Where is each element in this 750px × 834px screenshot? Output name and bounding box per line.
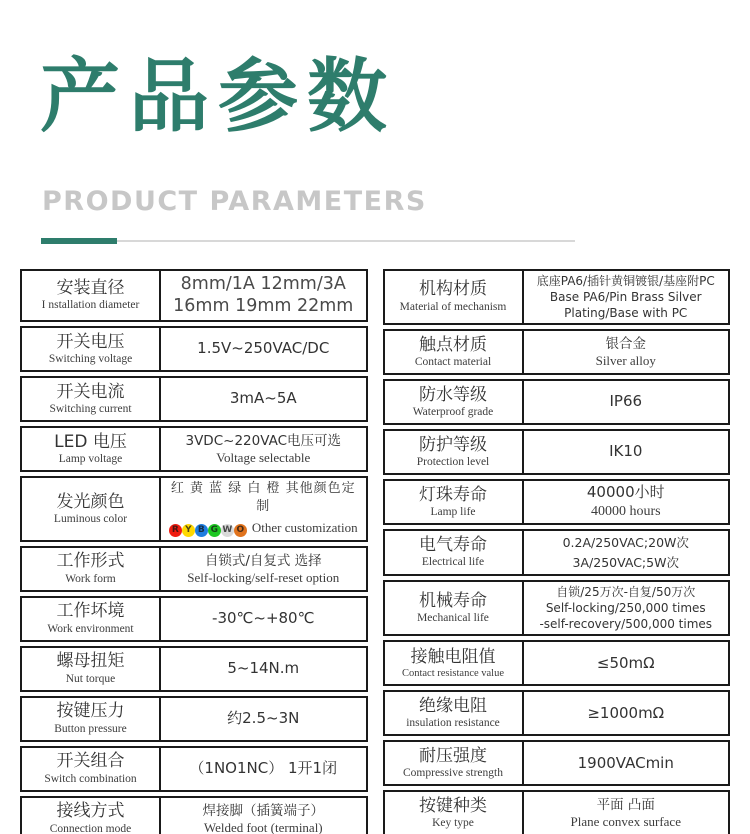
row-button-pressure <box>20 696 368 742</box>
row-value <box>524 582 729 635</box>
label-zh: 开关组合 <box>56 751 125 772</box>
row-nut-torque <box>20 646 368 692</box>
label-en: Work environment <box>47 622 134 635</box>
label-zh: 机械寿命 <box>419 590 487 611</box>
row-label <box>22 548 161 590</box>
row-lamp-life <box>383 479 731 525</box>
label-en: Button pressure <box>54 722 127 735</box>
label-zh: 安装直径 <box>56 277 125 298</box>
row-label <box>385 582 524 635</box>
label-en: insulation resistance <box>406 717 500 730</box>
value-line2: Plane convex surface <box>570 814 681 830</box>
label-en: Lamp voltage <box>58 452 123 465</box>
row-work-form <box>20 546 368 592</box>
row-label <box>385 271 524 324</box>
row-switch-combination <box>20 746 368 792</box>
row-value <box>524 742 729 784</box>
label-en: Switching current <box>49 402 132 415</box>
value-line2: 40000 hours <box>590 503 661 519</box>
label-zh: 工作坏境 <box>56 601 125 622</box>
label-zh: 按键压力 <box>56 701 125 722</box>
row-contact-material <box>383 329 731 375</box>
label-zh: 发光颜色 <box>56 491 125 512</box>
row-material-of-mechanism <box>383 269 731 326</box>
color-swatches <box>169 518 247 538</box>
label-en: Switch combination <box>44 772 137 785</box>
label-zh: 机构材质 <box>419 279 487 300</box>
color-swatch-g: G <box>208 524 221 537</box>
value-text: IK10 <box>609 442 643 461</box>
label-en: Protection level <box>416 455 490 468</box>
label-zh: 电气寿命 <box>419 535 487 555</box>
row-label <box>385 331 524 373</box>
value-line2: Other customization <box>251 519 358 535</box>
row-label <box>385 481 524 523</box>
label-zh: 灯珠寿命 <box>419 484 487 505</box>
row-label <box>22 748 161 790</box>
row-value <box>524 481 729 523</box>
value-text: 底座PA6/插针黄铜镀银/基座附PC Base PA6/Pin Brass Silver Plating/Base with PC <box>536 273 715 320</box>
row-lamp-voltage <box>20 426 368 472</box>
label-en: Contact resistance value <box>401 667 505 679</box>
row-value <box>524 271 729 324</box>
row-value <box>161 328 366 370</box>
label-zh: 开关电流 <box>56 381 125 402</box>
value-line2: Voltage selectable <box>216 450 311 466</box>
row-value <box>161 378 366 420</box>
color-swatch-r: R <box>169 524 182 537</box>
row-label <box>22 598 161 640</box>
label-en: Key type <box>432 817 474 830</box>
color-swatch-y: Y <box>182 524 195 537</box>
row-value <box>161 598 366 640</box>
row-value <box>161 798 366 834</box>
page-title: 产品参数 <box>40 50 396 143</box>
color-swatch-w: W <box>222 525 233 536</box>
label-zh: LED 电压 <box>54 431 127 452</box>
row-label <box>385 531 524 574</box>
value-text: -30℃~+80℃ <box>212 609 315 628</box>
value-text: 约2.5~3N <box>227 709 300 728</box>
label-en: Switching voltage <box>48 352 133 365</box>
row-value <box>524 431 729 473</box>
label-zh: 防护等级 <box>419 434 487 455</box>
value-text: 8mm/1A 12mm/3A 16mm 19mm 22mm <box>173 273 354 317</box>
row-switching-voltage <box>20 326 368 372</box>
label-en: Compressive strength <box>403 767 503 780</box>
row-insulation-resistance <box>383 690 731 736</box>
label-en: Connection mode <box>49 822 132 834</box>
spec-table-left <box>20 269 368 834</box>
value-text: 1.5V~250VAC/DC <box>197 339 330 358</box>
row-value <box>161 271 366 321</box>
row-label <box>22 328 161 370</box>
row-label <box>22 378 161 420</box>
value-line1: 焊接脚（插簧端子） <box>202 802 324 819</box>
row-waterproof-grade <box>383 379 731 425</box>
label-en: Work form <box>65 572 116 585</box>
label-zh: 触点材质 <box>419 334 487 355</box>
row-luminous-color <box>20 476 368 542</box>
row-value <box>524 531 729 574</box>
divider-accent-bar <box>41 238 117 244</box>
row-label <box>22 798 161 834</box>
title-divider <box>41 238 575 244</box>
label-en: Contact material <box>414 355 492 368</box>
color-swatch-row <box>169 518 358 538</box>
row-value <box>161 428 366 470</box>
value-text: ≤50mΩ <box>596 653 655 672</box>
row-label <box>385 792 524 834</box>
spec-table-right <box>383 269 731 834</box>
value-line1: 40000小时 <box>586 483 665 502</box>
row-protection-level <box>383 429 731 475</box>
value-text: ≥1000mΩ <box>587 703 665 722</box>
label-zh: 防水等级 <box>419 384 487 405</box>
label-en: Nut torque <box>65 672 116 685</box>
label-en: Material of mechanism <box>399 300 507 313</box>
label-en: Luminous color <box>53 512 128 525</box>
row-label <box>22 428 161 470</box>
row-value <box>161 748 366 790</box>
row-key-type <box>383 790 731 834</box>
row-connection-mode <box>20 796 368 834</box>
value-line1: 自锁式/自复式 选择 <box>204 552 322 569</box>
row-label <box>22 648 161 690</box>
value-line1: 平面 凸面 <box>596 797 655 814</box>
label-en: Waterproof grade <box>412 405 494 418</box>
row-value <box>524 331 729 373</box>
row-value <box>524 792 729 834</box>
row-value <box>161 698 366 740</box>
row-label <box>385 642 524 684</box>
label-zh: 耐压强度 <box>419 745 487 766</box>
label-zh: 接线方式 <box>56 801 125 822</box>
label-en: Lamp life <box>430 505 476 518</box>
page-subtitle: PRODUCT PARAMETERS <box>42 185 427 217</box>
value-text: 自锁/25万次-自复/50万次 Self-locking/250,000 times -self-recovery/500,000 times <box>539 584 713 632</box>
label-zh: 螺母扭矩 <box>56 651 125 672</box>
value-text: 5~14N.m <box>227 659 300 678</box>
row-value <box>524 642 729 684</box>
value-line1: 3VDC~220VAC电压可选 <box>185 432 342 449</box>
divider-line <box>117 240 575 242</box>
value-text: 0.2A/250VAC;20W次 3A/250VAC;5W次 <box>562 535 689 570</box>
value-text: 3mA~5A <box>229 389 297 408</box>
spec-tables <box>20 269 730 834</box>
label-zh: 开关电压 <box>56 331 125 352</box>
label-en: Electrical life <box>421 556 485 569</box>
label-en: I nstallation diameter <box>41 299 140 312</box>
value-line2: Silver alloy <box>595 353 656 369</box>
value-text: （1NO1NC） 1开1闭 <box>189 759 338 778</box>
color-swatch-b: B <box>195 524 208 537</box>
row-label <box>385 381 524 423</box>
row-label <box>385 692 524 734</box>
row-switching-current <box>20 376 368 422</box>
row-work-environment <box>20 596 368 642</box>
row-label <box>22 478 161 540</box>
label-zh: 绝缘电阻 <box>419 695 487 716</box>
label-zh: 工作形式 <box>56 551 125 572</box>
value-text: IP66 <box>609 392 643 411</box>
row-label <box>22 698 161 740</box>
row-value <box>161 548 366 590</box>
row-value <box>524 381 729 423</box>
row-value <box>161 648 366 690</box>
row-mechanical-life <box>383 580 731 637</box>
row-installation-diameter <box>20 269 368 323</box>
row-value <box>524 692 729 734</box>
value-line1: 银合金 <box>605 335 646 352</box>
row-label <box>22 271 161 321</box>
row-label <box>385 742 524 784</box>
row-electrical-life <box>383 529 731 576</box>
label-en: Mechanical life <box>417 611 489 624</box>
value-line2: Self-locking/self-reset option <box>187 569 340 585</box>
value-text: 1900VACmin <box>577 753 674 772</box>
label-zh: 接触电阻值 <box>410 646 496 667</box>
label-zh: 按键种类 <box>419 795 487 816</box>
color-swatch-o: O <box>234 524 247 537</box>
row-value <box>161 478 366 540</box>
value-line1: 红 黄 蓝 绿 白 橙 其他颜色定制 <box>170 481 356 515</box>
row-label <box>385 431 524 473</box>
row-compressive-strength <box>383 740 731 786</box>
row-contact-resistance <box>383 640 731 686</box>
value-line2: Welded foot (terminal) <box>203 819 323 834</box>
